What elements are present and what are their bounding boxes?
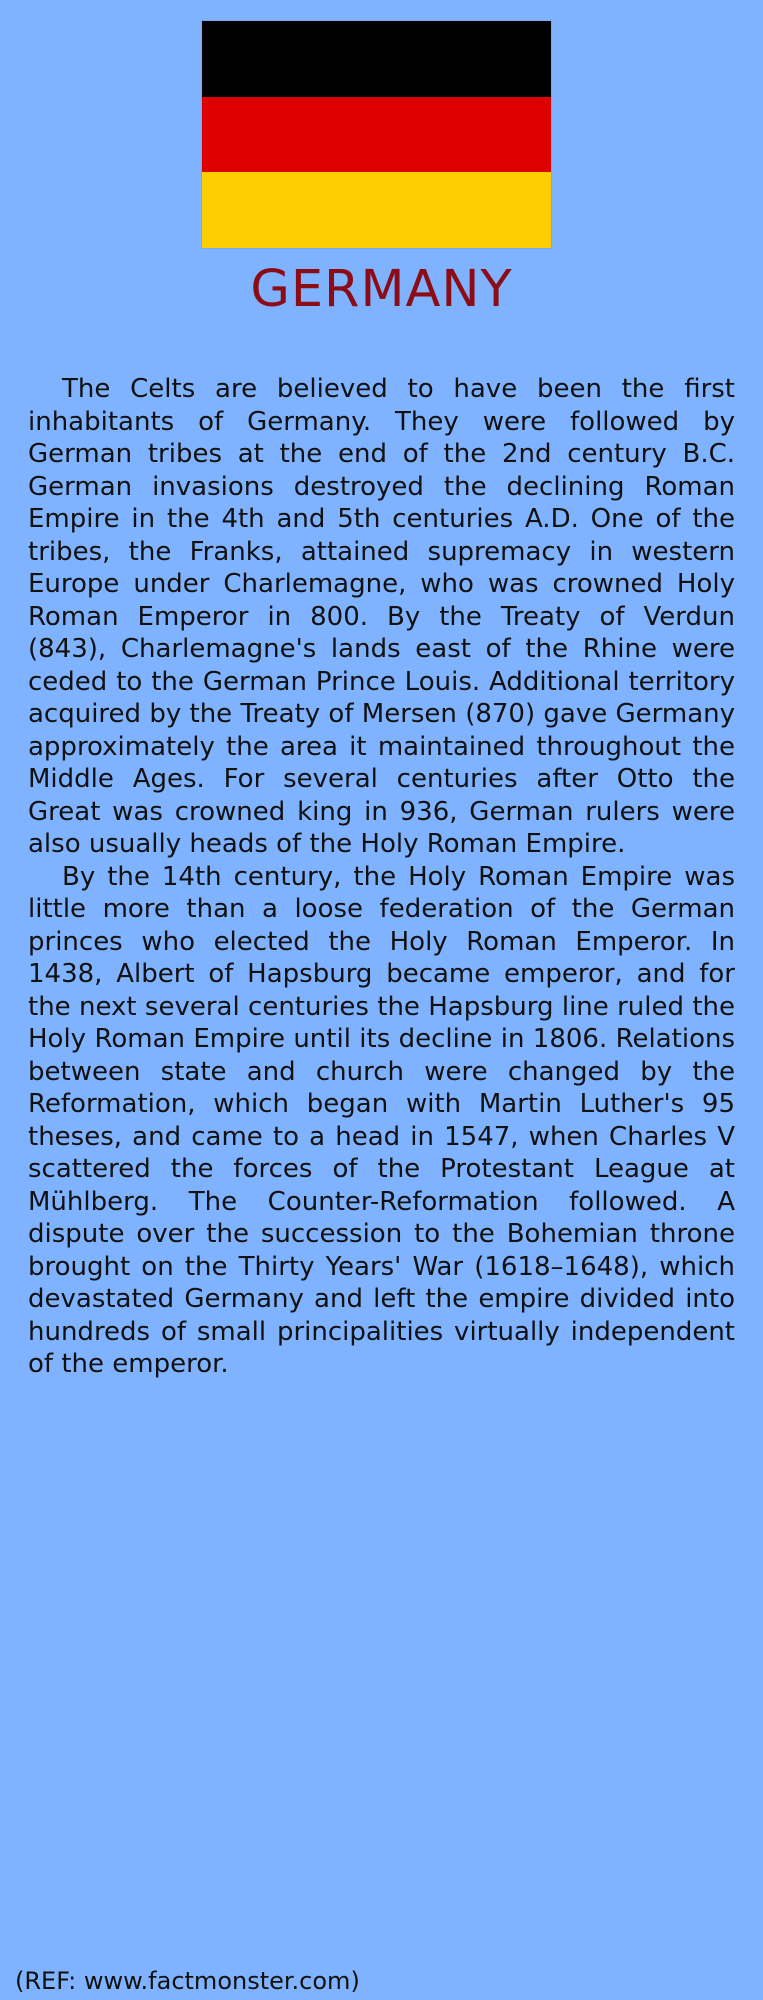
history-text [28,373,735,1381]
flag-band-black [202,21,551,97]
page-title: GERMANY [250,260,513,319]
reference-text: (REF: www.factmonster.com) [15,1967,360,1995]
flag-band-red [202,97,551,173]
history-paragraph-1: The Celts are believed to have been the first inhabitants of Germany. They were followed by German tribes at the end of the 2nd century B.C. German invasions destroyed the declining Roman Empire in the 4th and 5th centuries A.D. One of the tribes, the Franks, attained supremacy in western Europe under Charlemagne, who was crowned Holy Roman Emperor in 800. By the Treaty of Verdun (843), Charlemagne's lands east of the Rhine were ceded to the German Prince Louis. Additional territory acquired by the Treaty of Mersen (870) gave Germany approximately the area it maintained throughout the Middle Ages. For several centuries after Otto the Great was crowned king in 936, German rulers were also usually heads of the Holy Roman Empire. [28,374,735,859]
germany-flag [201,20,552,249]
history-paragraph-2: By the 14th century, the Holy Roman Empire was little more than a loose federation of the German princes who elected the Holy Roman Emperor. In 1438, Albert of Hapsburg became emperor, and for the next several centuries the Hapsburg line ruled the Holy Roman Empire until its decline in 1806. Relations between state and church were changed by the Reformation, which began with Martin Luther's 95 theses, and came to a head in 1547, when Charles V scattered the forces of the Protestant League at Mühlberg. The Counter-Reformation followed. A dispute over the succession to the Bohemian throne brought on the Thirty Years' War (1618–1648), which devastated Germany and left the empire divided into hundreds of small principalities virtually independent of the emperor. [28,861,735,1379]
flag-band-gold [202,172,551,248]
